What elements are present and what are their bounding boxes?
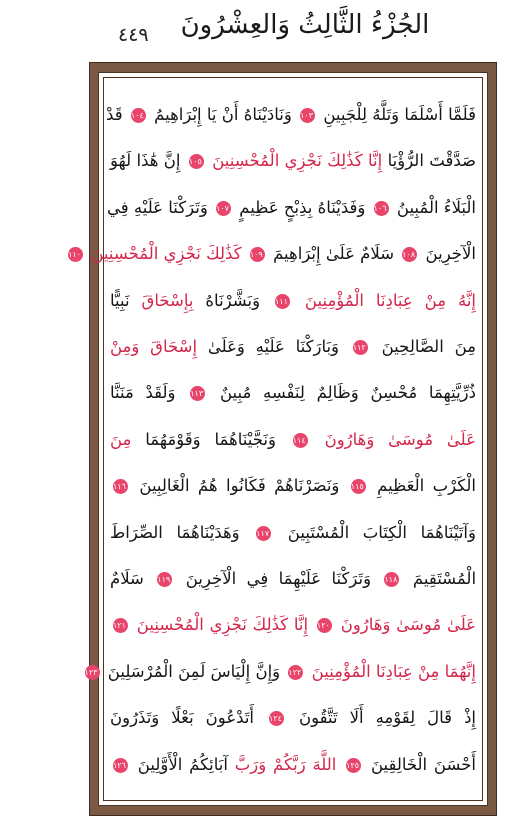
ayah-number-marker: ١٠٤	[131, 108, 146, 123]
verse-text: فَلَمَّا أَسْلَمَا وَتَلَّهُ لِلْجَبِينِ	[323, 105, 476, 124]
highlighted-verse-text: إِنَّا كَذَٰلِكَ نَجْزِي الْمُحْسِنِينَ	[212, 151, 383, 171]
highlighted-verse-text: بِإِسْحَاقَ	[141, 290, 194, 310]
text-line	[110, 556, 476, 602]
highlighted-verse-text: اللَّهَ رَبَّكُمْ وَرَبَّ	[234, 754, 337, 774]
text-line	[106, 92, 476, 138]
text-line	[110, 370, 476, 416]
highlighted-verse-text: كَذَٰلِكَ نَجْزِي الْمُحْسِنِينَ	[91, 244, 242, 264]
verse-text: أَتَدْعُونَ بَعْلًا وَتَذَرُونَ	[110, 708, 254, 728]
highlighted-verse-text: وَمِنْ	[110, 337, 140, 356]
verse-text: وَإِنَّ إِلْيَاسَ لَمِنَ الْمُرْسَلِينَ	[107, 661, 281, 681]
verse-text: نَبِيًّا	[110, 290, 130, 310]
verse-text: وَنَصَرْنَاهُمْ فَكَانُوا هُمُ الْغَالِبِينَ	[139, 476, 340, 496]
text-line	[110, 742, 476, 788]
verse-text: الْكَرْبِ الْعَظِيمِ	[377, 476, 476, 496]
verse-text: وَنَجَّيْنَاهُمَا وَقَوْمَهُمَا	[145, 429, 276, 449]
verse-text: ذُرِّيَّتِهِمَا مُحْسِنٌ وَظَالِمٌ لِنَفْسِهِ مُبِينٌ	[219, 383, 476, 403]
ayah-number-marker: ١١٥	[351, 479, 366, 494]
verse-text: الْبَلَاءُ الْمُبِينُ	[396, 197, 476, 217]
text-line	[110, 278, 476, 324]
verse-text: مِنَ الصَّالِحِينَ	[381, 337, 476, 356]
text-line	[110, 602, 476, 648]
verse-text: وَبَشَّرْنَاهُ	[205, 290, 261, 310]
page-header	[0, 0, 518, 62]
verse-text: وَنَادَيْنَاهُ أَنْ يَا إِبْرَاهِيمُ	[154, 105, 292, 124]
verse-text: وَهَدَيْنَاهُمَا الصِّرَاطَ	[110, 522, 240, 542]
verse-text: إِنَّ هَٰذَا لَهُوَ	[110, 151, 181, 171]
ayah-number-marker: ١١٨	[384, 572, 399, 587]
verse-text: إِذْ قَالَ لِقَوْمِهِ أَلَا تَتَّقُونَ	[299, 708, 477, 728]
ayah-number-marker: ١٢٦	[113, 758, 128, 773]
text-line	[68, 231, 476, 277]
ayah-number-marker: ١٠٣	[300, 108, 315, 123]
verse-text: قَدْ	[106, 105, 123, 124]
ayah-number-marker: ١٢٠	[317, 618, 332, 633]
verse-text: وَآتَيْنَاهُمَا الْكِتَابَ الْمُسْتَبِينَ	[287, 522, 476, 542]
text-line	[110, 324, 476, 370]
text-line	[107, 185, 476, 231]
ayah-number-marker: ١١٤	[293, 433, 308, 448]
text-line	[110, 695, 476, 741]
ayah-number-marker: ١٢١	[113, 618, 128, 633]
ayah-number-marker: ١١٩	[157, 572, 172, 587]
text-line	[110, 138, 476, 184]
ayah-number-marker: ١٠٨	[402, 247, 417, 262]
verse-text: سَلَامٌ عَلَىٰ إِبْرَاهِيمَ	[273, 244, 395, 264]
text-line	[110, 463, 476, 509]
ayah-number-marker: ١٢٢	[288, 665, 303, 680]
ayah-number-marker: ١٠٦	[374, 201, 389, 216]
quran-text-block	[68, 92, 477, 788]
verse-text: سَلَامٌ	[110, 569, 144, 588]
verse-text: وَبَارَكْنَا عَلَيْهِ وَعَلَىٰ	[207, 337, 340, 356]
verse-text: وَفَدَيْنَاهُ بِذِبْحٍ عَظِيمٍ	[239, 197, 366, 217]
verse-text: وَلَقَدْ مَنَنَّا	[110, 383, 176, 403]
verse-text: الْمُسْتَقِيمَ	[412, 569, 477, 588]
verse-text: آبَائِكُمُ الْأَوَّلِينَ	[137, 754, 228, 774]
highlighted-verse-text: إِنَّهُمَا مِنْ عِبَادِنَا الْمُؤْمِنِينَ	[311, 661, 476, 681]
juz-title: الجُزْءُ الثَّالِثُ وَالعِشْرُونَ	[180, 10, 430, 40]
verse-text: صَدَّقْتَ الرُّؤْيَا	[387, 151, 477, 171]
ayah-number-marker: ١١٣	[190, 386, 205, 401]
highlighted-verse-text: إِسْحَاقَ	[150, 337, 198, 356]
highlighted-verse-text: إِنَّهُ مِنْ عِبَادِنَا الْمُؤْمِنِينَ	[304, 290, 476, 310]
ayah-number-marker: ١١٠	[68, 247, 83, 262]
ayah-number-marker: ١٠٥	[189, 154, 204, 169]
ayah-number-marker: ١١٧	[256, 526, 271, 541]
ayah-number-marker: ١١١	[275, 294, 290, 309]
highlighted-verse-text: مِنَ	[110, 429, 132, 449]
ayah-number-marker: ١٢٥	[346, 758, 361, 773]
text-line	[110, 417, 476, 463]
ayah-number-marker: ١٠٧	[216, 201, 231, 216]
highlighted-verse-text: عَلَىٰ مُوسَىٰ وَهَارُونَ	[340, 615, 477, 635]
verse-text: الْآخِرِينَ	[425, 244, 476, 264]
page-number: ٤٤٩	[118, 24, 149, 46]
highlighted-verse-text: إِنَّا كَذَٰلِكَ نَجْزِي الْمُحْسِنِينَ	[136, 615, 309, 635]
ayah-number-marker: ١٢٤	[269, 711, 284, 726]
ayah-number-marker: ١١٢	[353, 340, 368, 355]
text-line	[84, 649, 476, 695]
text-line	[110, 510, 476, 556]
ayah-number-marker: ١٠٩	[250, 247, 265, 262]
verse-text: أَحْسَنَ الْخَالِقِينَ	[370, 754, 476, 774]
ayah-number-marker: ١٢٣	[85, 665, 100, 680]
ayah-number-marker: ١١٦	[113, 479, 128, 494]
highlighted-verse-text: عَلَىٰ مُوسَىٰ وَهَارُونَ	[324, 429, 476, 449]
verse-text: وَتَرَكْنَا عَلَيْهِ فِي	[107, 197, 208, 217]
verse-text: وَتَرَكْنَا عَلَيْهِمَا فِي الْآخِرِينَ	[185, 569, 372, 588]
